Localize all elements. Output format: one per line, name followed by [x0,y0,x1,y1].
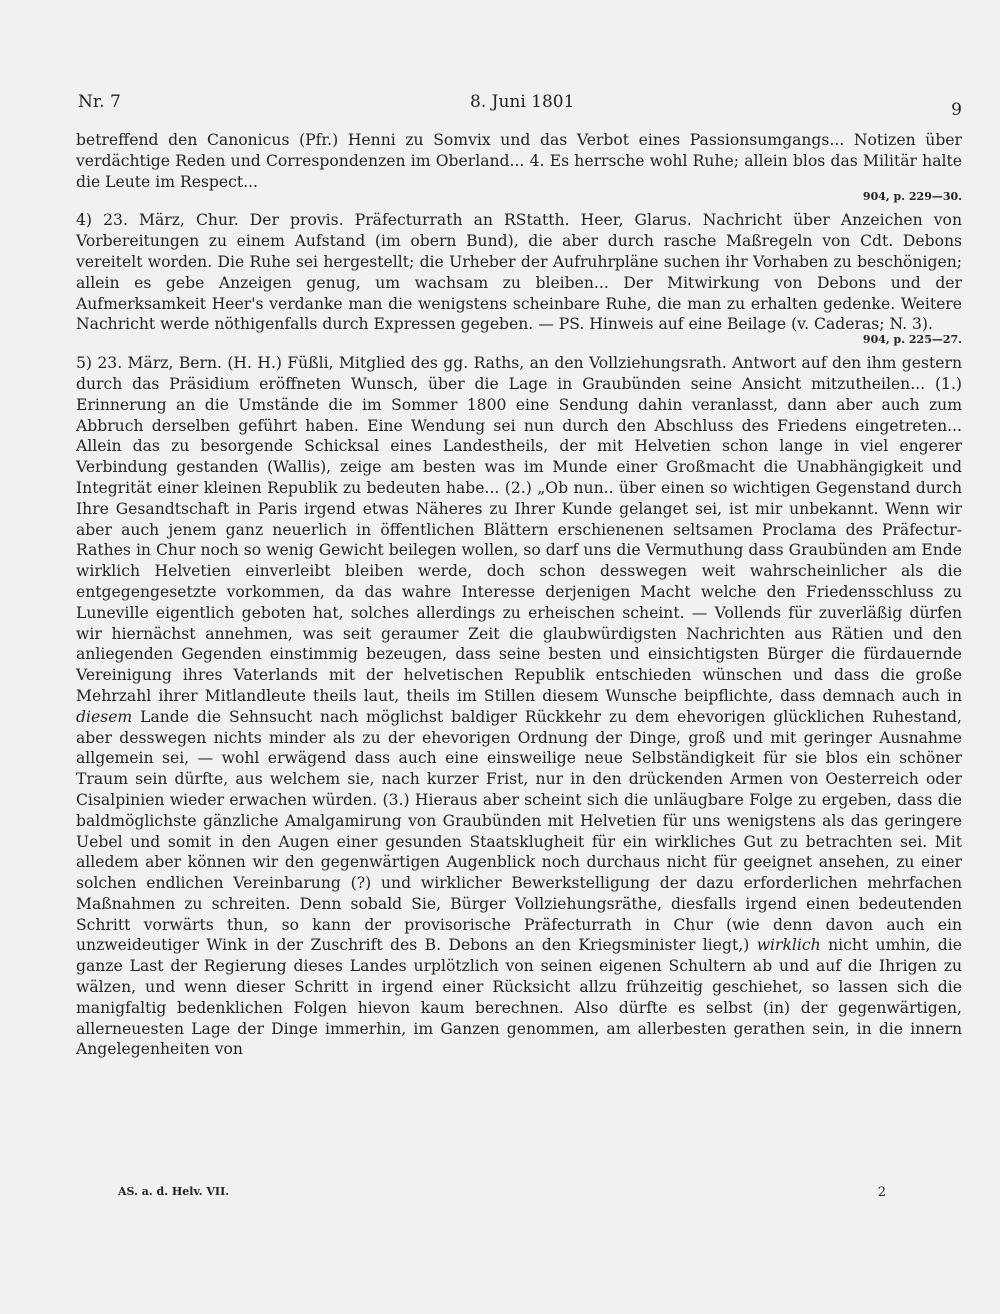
entry-4 [76,210,962,347]
emphasis-diesem: diesem [76,707,133,726]
sheet-number: 2 [877,1185,886,1200]
emphasis-wirklich: wirklich [756,936,821,955]
header-date: 8. Juni 1801 [470,92,575,112]
entry-5 [76,353,962,1060]
entry-text: betreffend den Canonicus (Pfr.) Henni zu Somvix und das Verbot eines Passionsumgangs... Notizen über verdächtige Reden und Correspondenzen im Oberland... 4. Es herrsche wohl Ruhe; allein blos das Militär halte die Leute im Respect... [76,131,962,191]
signature-mark: AS. a. d. Helv. VII. [118,1185,230,1198]
entry-text: 4) 23. März, Chur. Der provis. Präfecturrath an RStatth. Heer, Glarus. Nachricht über Anzeichen von Vorbereitungen zu einem Aufstand (im obern Bund), die aber durch rasche Maßregeln von Cdt. Debons vereitelt worden. Die Ruhe sei hergestellt; die Urheber der Aufruhrpläne suchen ihr Vorhaben zu beschönigen; allein es gebe Anzeigen genug, um wachsam zu bleiben... Der Mitwirkung von Debons und der Aufmerksamkeit Heer's verdanke man die wenigstens scheinbare Ruhe, die man zu erhalten gedenke. Weitere Nachricht werde nöthigenfalls durch Expressen gegeben. — PS. Hinweis auf eine Beilage (v. Caderas; N. 3). [76,211,962,334]
entry-text-part: 5) 23. März, Bern. (H. H.) Füßli, Mitglied des gg. Raths, an den Vollziehungsrath. Antwort auf den ihm gestern durch das Präsidium eröffneten Wunsch, über die Lage in Graubünden seine Ansicht mitzutheilen... (1.) Erinnerung an die Umstände die im Sommer 1800 eine Sendung dahin veranlasst, dann aber auch zum Abbruch derselben geführt haben. Eine Wendung sei nun durch den Abschluss des Friedens eingetreten... Allein das zu besorgende Schicksal eines Landestheils, der mit Helvetien schon lange in viel engerer Verbindung gestanden (Wallis), zeige am besten was im Munde einer Großmacht die Unabhängigkeit und Integrität einer kleinen Republik zu bedeuten habe... (2.) „Ob nun.. über einen so wichtigen Gegenstand durch Ihre Gesandtschaft in Paris irgend etwas Näheres zu Ihrer Kunde gelanget sei, ist mir unbekannt. Wenn wir aber auch jenem ganz neuerlich in öffentlichen Blättern erschienenen seltsamen Proclama des Präfectur-Rathes in Chur noch so wenig Gewicht beilegen wollen, so darf uns die Vermuthung dass Graubünden am Ende wirklich Helvetien einverleibt bleiben werde, doch schon desswegen weit wahrscheinlicher als die entgegengesetzte vorkommen, da das wahre Interesse derjenigen Macht welche den Friedensschluss zu Luneville eigentlich geboten hat, solches allerdings zu erheischen scheint. — Vollends für zuverläßig dürfen wir hiernächst annehmen, was seit geraumer Zeit die glaubwürdigsten Nachrichten aus Rätien und den anliegenden Gegenden einstimmig bezeugen, dass seine besten und einsichtigsten Bürger die fürdauernde Vereinigung ihres Vaterlands mit der helvetischen Republik entschieden wünschen und dass die große Mehrzahl ihrer Mitlandleute theils laut, theils im Stillen diesem Wunsche beipflichte, dass demnach auch in [76,354,962,705]
entry-continuation [76,130,962,204]
entry-text-part: nicht umhin, die ganze Last der Regierung dieses Landes urplötzlich von seinen eigenen Schultern ab und auf die Ihrigen zu wälzen, und wenn dieser Schritt in irgend einer Rücksicht allzu frühzeitig geschiehet, so lassen sich die manigfaltig bedenklichen Folgen hievon kaum berechnen. Also dürfte es selbst (in) der gegenwärtigen, allerneuesten Lage der Dinge immerhin, im Ganzen genommen, am allerbesten gerathen sein, in die innern Angelegenheiten von [76,936,962,1059]
entry-reference: 904, p. 225—27. [862,333,962,347]
issue-number: Nr. 7 [78,92,121,112]
page-body [76,130,962,1060]
entry-text [76,353,962,1060]
page-footer [118,1185,886,1205]
page-number: 9 [951,100,962,120]
entry-text-part: Lande die Sehnsucht nach möglichst baldiger Rückkehr zu dem ehevorigen glücklichen Ruhestand, aber desswegen nichts minder als zu der ehevorigen Ordnung der Dinge, groß und mit geringer Ausnahme allgemein sei, — wohl erwägend dass auch eine einsweilige neue Selbständigkeit für sie blos ein schöner Traum sein dürfte, aus welchem sie, nach kurzer Frist, nur in den drückenden Armen von Oesterreich oder Cisalpinien wieder erwachen würden. (3.) Hieraus aber scheint sich die unläugbare Folge zu ergeben, dass die baldmöglichste gänzliche Amalgamirung von Graubünden mit Helvetien für uns wenigstens als das geringere Uebel und somit in den Augen einer gesunden Staatsklugheit für ein wirkliches Gut zu betrachten sei. Mit alledem aber können wir den gegenwärtigen Augenblick noch durchaus nicht für geeignet ansehen, zu einer solchen endlichen Vereinbarung (?) und wirklicher Bewerkstelligung der dazu erforderlichen mehrfachen Maßnahmen zu schreiten. Denn sobald Sie, Bürger Vollziehungsräthe, diesfalls irgend einen bedeutenden Schritt vorwärts thun, so kann der provisorische Präfecturrath in Chur (wie denn davon auch ein unzweideutiger Wink in der Zuschrift des B. Debons an den Kriegsminister liegt,) [76,707,962,955]
entry-reference: 904, p. 229—30. [862,190,962,204]
page-header [78,92,962,122]
